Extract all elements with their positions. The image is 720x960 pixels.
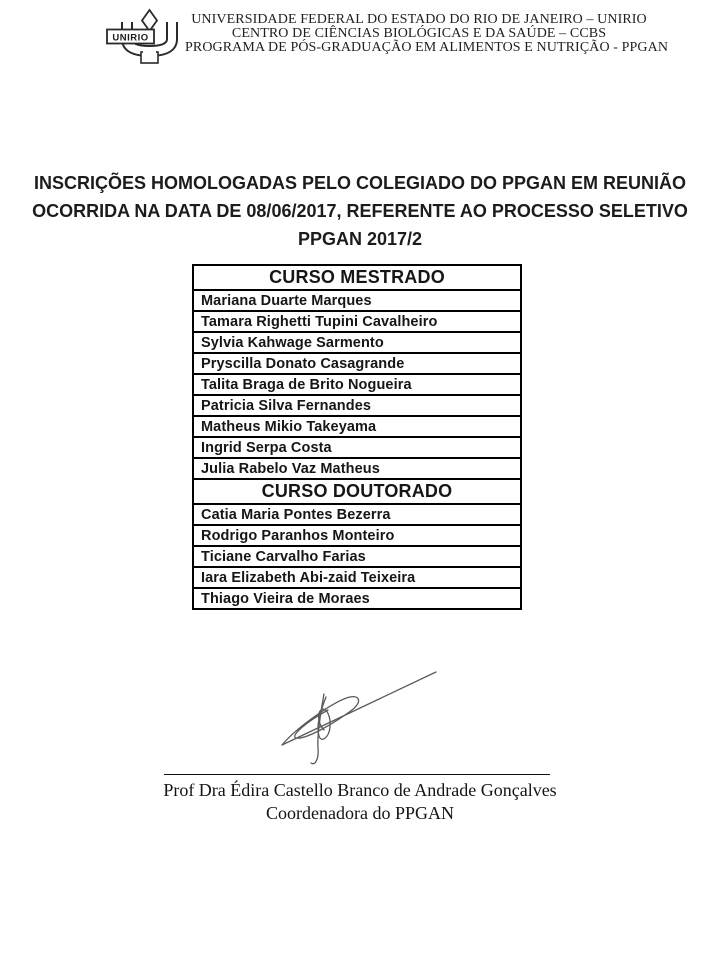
table-section-header-row (193, 479, 521, 504)
candidate-name-cell: Iara Elizabeth Abi-zaid Teixeira (193, 567, 521, 588)
table-row (193, 416, 521, 437)
candidate-name-cell: Mariana Duarte Marques (193, 290, 521, 311)
table-row (193, 546, 521, 567)
table-row (193, 311, 521, 332)
table-row (193, 290, 521, 311)
table-section-header-row (193, 265, 521, 290)
table-row (193, 437, 521, 458)
document-title (20, 169, 700, 253)
signatory-name: Prof Dra Édira Castello Branco de Andrade Gonçalves (163, 780, 557, 800)
candidate-name-cell: Patricia Silva Fernandes (193, 395, 521, 416)
title-line-2: OCORRIDA NA DATA DE 08/06/2017, REFERENTE AO PROCESSO SELETIVO (32, 201, 688, 221)
candidate-name-cell: Matheus Mikio Takeyama (193, 416, 521, 437)
candidate-name-cell: Thiago Vieira de Moraes (193, 588, 521, 609)
table-row (193, 504, 521, 525)
table-row (193, 395, 521, 416)
signatory-block (0, 779, 720, 824)
candidate-name-cell: Tamara Righetti Tupini Cavalheiro (193, 311, 521, 332)
signature-line (164, 774, 550, 775)
table-row (193, 332, 521, 353)
table-row (193, 353, 521, 374)
university-name: UNIVERSIDADE FEDERAL DO ESTADO DO RIO DE JANEIRO – UNIRIO (191, 12, 647, 27)
candidates-table-body (193, 265, 521, 609)
letterhead (185, 12, 669, 55)
candidate-name-cell: Ingrid Serpa Costa (193, 437, 521, 458)
table-section-header: CURSO DOUTORADO (193, 479, 521, 504)
table-row (193, 567, 521, 588)
title-line-1: INSCRIÇÕES HOMOLOGADAS PELO COLEGIADO DO PPGAN EM REUNIÃO (33, 173, 687, 193)
table-row (193, 588, 521, 609)
signatory-role: Coordenadora do PPGAN (266, 802, 454, 823)
candidate-name-cell: Ticiane Carvalho Farias (193, 546, 521, 567)
candidate-name-cell: Pryscilla Donato Casagrande (193, 353, 521, 374)
table-row (193, 458, 521, 479)
handwritten-signature (258, 664, 450, 776)
candidate-name-cell: Catia Maria Pontes Bezerra (193, 504, 521, 525)
candidates-table (192, 264, 522, 610)
title-line-3: PPGAN 2017/2 (297, 229, 423, 249)
candidate-name-cell: Talita Braga de Brito Nogueira (193, 374, 521, 395)
program-name: PROGRAMA DE PÓS-GRADUAÇÃO EM ALIMENTOS E NUTRIÇÃO - PPGAN (185, 40, 669, 55)
table-row (193, 525, 521, 546)
table-row (193, 374, 521, 395)
candidate-name-cell: Rodrigo Paranhos Monteiro (193, 525, 521, 546)
unirio-logo-text: UNIRIO (112, 32, 149, 44)
center-name: CENTRO DE CIÊNCIAS BIOLÓGICAS E DA SAÚDE – CCBS (231, 26, 607, 41)
candidate-name-cell: Julia Rabelo Vaz Matheus (193, 458, 521, 479)
candidate-name-cell: Sylvia Kahwage Sarmento (193, 332, 521, 353)
table-section-header: CURSO MESTRADO (193, 265, 521, 290)
unirio-logo-icon (106, 8, 190, 68)
